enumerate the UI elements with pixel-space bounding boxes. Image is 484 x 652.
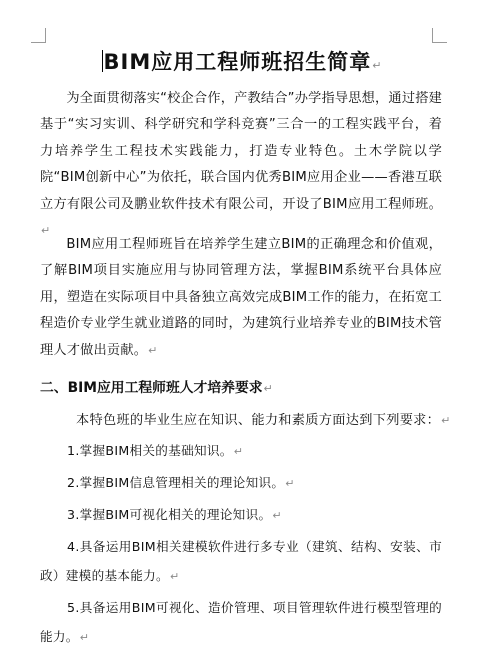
paragraph-mark-icon: ↵	[285, 477, 295, 490]
paragraph-mark-icon: ↵	[41, 224, 51, 238]
list-item	[40, 468, 442, 498]
paragraph-mark-icon: ↵	[372, 59, 383, 72]
list-item-text: 5.具备运用BIM可视化、造价管理、项目管理软件进行模型管理的能力。	[40, 600, 442, 644]
crop-mark-top-left	[31, 28, 46, 43]
list-item-text: 3.掌握BIM可视化相关的理论知识。	[67, 507, 272, 522]
intro-paragraph-text: 为全面贯彻落实“校企合作，产教结合”办学指导思想，通过搭建基于“实习实训、科学研究和学科竞赛”三合一的工程实践平台，着力培养学生工程技术实践能力，打造专业特色。土木学院以学院“BIM创新中心”为依托，联合国内优秀BIM应用企业——香港互联立方有限公司及鹏业软件技术有限公司，开设了BIM应用工程师班。	[40, 91, 442, 212]
program-goal-paragraph-text: BIM应用工程师班旨在培养学生建立BIM的正确理念和价值观，了解BIM项目实施应用与协同管理方法，掌握BIM系统平台具体应用，塑造在实际项目中具备独立高效完成BIM工作的能力，在拓宽工程造价专业学生就业道路的同时，为建筑行业培养专业的BIM技术管理人才做出贡献。	[40, 237, 442, 358]
list-item	[40, 532, 442, 591]
document-title	[0, 46, 484, 76]
paragraph-mark-icon: ↵	[263, 382, 273, 395]
list-item-text: 2.掌握BIM信息管理相关的理论知识。	[67, 475, 285, 490]
text-cursor	[102, 50, 103, 72]
section-intro-text: 本特色班的毕业生应在知识、能力和素质方面达到下列要求：	[76, 413, 441, 428]
document-title-text: BIM应用工程师班招生简章	[103, 50, 372, 74]
list-item-text: 1.掌握BIM相关的基础知识。	[67, 443, 233, 458]
paragraph-mark-icon: ↵	[169, 570, 180, 583]
program-goal-paragraph	[40, 232, 442, 364]
paragraph-mark-icon: ↵	[233, 445, 244, 458]
list-item	[40, 593, 442, 652]
intro-paragraph	[40, 86, 442, 244]
section-heading-text: 二、BIM应用工程师班人才培养要求	[40, 380, 263, 396]
paragraph-mark-icon: ↵	[441, 414, 451, 427]
paragraph-mark-icon: ↵	[272, 509, 282, 522]
paragraph-mark-icon: ↵	[148, 343, 158, 357]
section-heading	[40, 376, 273, 396]
list-item-text: 4.具备运用BIM相关建模软件进行多专业（建筑、结构、安装、市政）建模的基本能力。	[40, 539, 442, 583]
crop-mark-top-right	[432, 28, 447, 43]
list-item	[40, 436, 442, 466]
paragraph-mark-icon: ↵	[79, 631, 90, 644]
requirements-list	[40, 436, 442, 652]
list-item	[40, 500, 442, 530]
section-intro	[76, 409, 451, 428]
